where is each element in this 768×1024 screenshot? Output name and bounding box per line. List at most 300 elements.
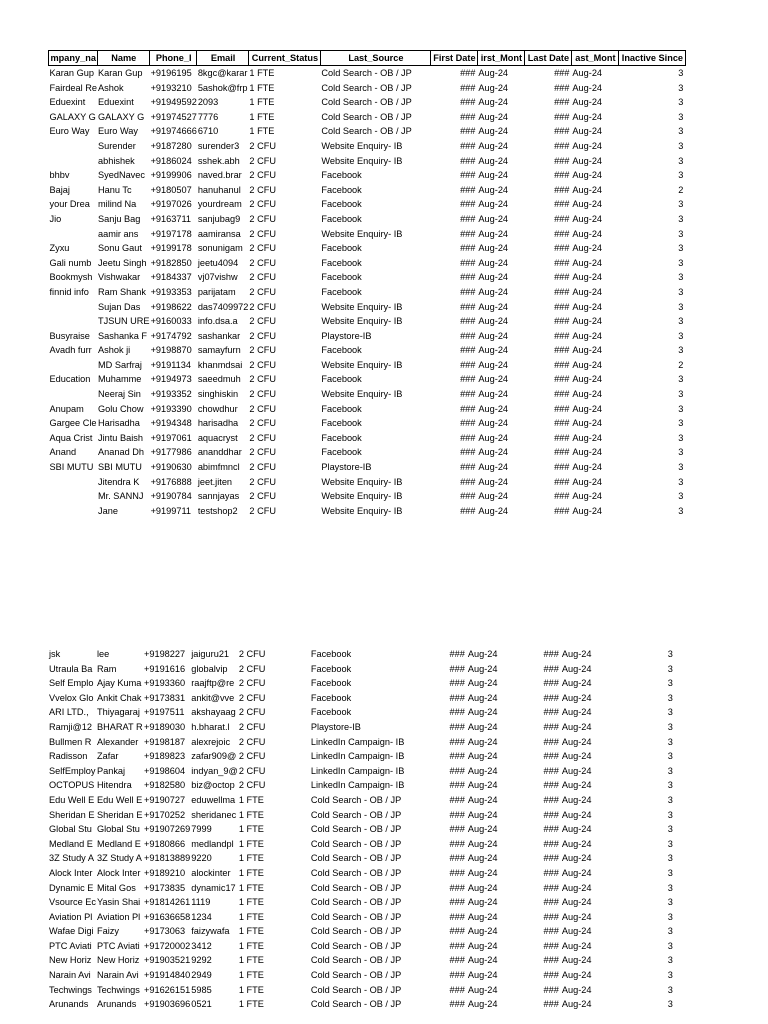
cell-company: your Drea <box>49 199 90 210</box>
cell-company: Utraula Ba <box>49 663 93 674</box>
cell-email: ankit@vve <box>191 692 235 703</box>
cell-company: Anand <box>49 447 77 458</box>
cell-first-month: Aug-24 <box>478 199 509 210</box>
cell-inactive-since: 3 <box>678 316 684 327</box>
cell-last-month: Aug-24 <box>561 897 592 908</box>
cell-last-date: ### <box>554 345 570 356</box>
cell-last-date: ### <box>554 199 570 210</box>
cell-name: Ananad Dh <box>98 447 144 458</box>
cell-last-date: ### <box>554 97 570 108</box>
table-row <box>49 504 686 519</box>
cell-first-date: ### <box>449 882 465 893</box>
cell-last-source: Facebook <box>321 418 362 429</box>
cell-current-status: 1 FTE <box>249 97 275 108</box>
table-row <box>49 329 686 344</box>
cell-current-status: 1 FTE <box>238 882 264 893</box>
cell-email: testshop2 <box>197 505 238 516</box>
cell-company: Karan Gup <box>49 68 94 78</box>
cell-name: PTC Aviati <box>96 940 140 951</box>
cell-inactive-since: 3 <box>678 170 684 181</box>
cell-name: Narain Avi <box>96 970 139 981</box>
cell-last-source: Facebook <box>321 199 362 210</box>
cell-inactive-since: 3 <box>678 213 684 224</box>
table-row <box>48 778 675 793</box>
cell-last-month: Aug-24 <box>572 257 603 268</box>
cell-email: indyan_9@ <box>191 765 238 776</box>
cell-first-date: ### <box>460 140 476 151</box>
cell-inactive-since: 3 <box>678 272 684 283</box>
cell-inactive-since: 3 <box>667 999 673 1010</box>
cell-first-month: Aug-24 <box>467 649 498 659</box>
header-phone: Phone_I <box>150 51 197 66</box>
cell-name: Jeetu Singh <box>98 257 147 268</box>
cell-first-month: Aug-24 <box>467 897 498 908</box>
header-first-month: irst_Mont <box>477 51 524 66</box>
cell-current-status: 1 FTE <box>249 82 275 93</box>
cell-last-date: ### <box>554 418 570 429</box>
cell-company: Avadh furr <box>49 345 92 356</box>
lead-table-page-1 <box>48 50 686 518</box>
cell-first-month: Aug-24 <box>478 403 509 414</box>
cell-email: akshayaag <box>191 707 236 718</box>
cell-inactive-since: 3 <box>678 155 684 166</box>
cell-current-status: 2 CFU <box>249 140 276 151</box>
cell-name: Mr. SANNJ <box>98 491 144 502</box>
cell-current-status: 2 CFU <box>249 199 276 210</box>
cell-email: naved.brar <box>197 170 242 181</box>
cell-name: Yasin Shai <box>96 897 141 908</box>
cell-name: lee <box>96 649 110 659</box>
cell-email: zafar909@ <box>191 751 237 762</box>
cell-company: Bullmen R <box>49 736 92 747</box>
cell-last-month: Aug-24 <box>561 794 592 805</box>
cell-last-month: Aug-24 <box>561 809 592 820</box>
cell-last-source: Cold Search - OB / JP <box>310 955 402 966</box>
cell-name: Ram Shank <box>98 286 147 297</box>
cell-email: jeetu4094 <box>197 257 239 268</box>
cell-last-month: Aug-24 <box>572 345 603 356</box>
cell-first-date: ### <box>460 111 476 122</box>
cell-last-source: Facebook <box>310 649 352 659</box>
header-company: mpany_na <box>49 51 98 66</box>
table-row <box>49 270 686 285</box>
cell-name: Ashok ji <box>98 345 131 356</box>
cell-last-month: Aug-24 <box>561 721 592 732</box>
cell-inactive-since: 3 <box>667 882 673 893</box>
cell-first-date: ### <box>460 316 476 327</box>
cell-last-month: Aug-24 <box>561 984 592 995</box>
cell-current-status: 1 FTE <box>238 926 264 937</box>
cell-first-month: Aug-24 <box>478 447 509 458</box>
cell-last-month: Aug-24 <box>572 68 603 78</box>
cell-email: sshek.abh <box>197 155 240 166</box>
cell-company <box>49 489 98 504</box>
cell-phone: +91949592 <box>150 97 197 108</box>
table-row <box>48 720 675 735</box>
cell-first-month: Aug-24 <box>467 736 498 747</box>
cell-last-date: ### <box>554 462 570 473</box>
cell-phone: +91907269 <box>143 824 191 835</box>
cell-company: Euro Way <box>49 126 90 137</box>
cell-last-date: ### <box>543 678 559 689</box>
cell-last-date: ### <box>554 213 570 224</box>
cell-first-date: ### <box>449 970 465 981</box>
cell-email: parijatam <box>197 286 236 297</box>
cell-current-status: 2 CFU <box>249 213 276 224</box>
cell-first-date: ### <box>449 678 465 689</box>
cell-last-source: Cold Search - OB / JP <box>310 970 402 981</box>
table-row <box>49 95 686 110</box>
cell-first-date: ### <box>449 721 465 732</box>
cell-name: Global Stu <box>96 824 140 835</box>
cell-last-month: Aug-24 <box>561 926 592 937</box>
header-current-status: Current_Status <box>248 51 320 66</box>
cell-first-date: ### <box>449 707 465 718</box>
cell-last-source: Cold Search - OB / JP <box>310 809 402 820</box>
cell-last-month: Aug-24 <box>572 97 603 108</box>
cell-first-month: Aug-24 <box>478 345 509 356</box>
cell-company: Jio <box>49 213 62 224</box>
cell-last-date: ### <box>554 257 570 268</box>
cell-current-status: 1 FTE <box>238 940 264 951</box>
header-name: Name <box>97 51 150 66</box>
table-row <box>48 749 675 764</box>
cell-name: Jane <box>98 505 118 516</box>
cell-phone: +9193390 <box>150 403 192 414</box>
cell-last-date: ### <box>554 82 570 93</box>
cell-last-date: ### <box>543 970 559 981</box>
cell-name: Hanu Tc <box>98 184 132 195</box>
cell-phone: +9182850 <box>150 257 192 268</box>
cell-first-month: Aug-24 <box>478 389 509 400</box>
cell-first-date: ### <box>449 736 465 747</box>
cell-phone: +9198187 <box>143 736 186 747</box>
cell-last-date: ### <box>554 476 570 487</box>
cell-last-source: Cold Search - OB / JP <box>321 68 412 78</box>
cell-email: das7409972 <box>197 301 249 312</box>
cell-last-source: Playstore-IB <box>321 462 372 473</box>
cell-current-status: 1 FTE <box>238 955 264 966</box>
header-email: Email <box>197 51 249 66</box>
cell-last-month: Aug-24 <box>572 432 603 443</box>
cell-first-month: Aug-24 <box>467 984 498 995</box>
table-row <box>48 837 675 852</box>
cell-current-status: 2 CFU <box>238 663 266 674</box>
cell-first-date: ### <box>460 82 476 93</box>
cell-email: harisadha <box>197 418 239 429</box>
cell-name: Ashok <box>98 82 124 93</box>
cell-company <box>49 139 98 154</box>
cell-first-month: Aug-24 <box>478 330 509 341</box>
cell-first-date: ### <box>460 97 476 108</box>
cell-name: Alexander <box>96 736 139 747</box>
cell-first-date: ### <box>449 984 465 995</box>
cell-first-month: Aug-24 <box>478 359 509 370</box>
cell-first-month: Aug-24 <box>478 228 509 239</box>
cell-last-date: ### <box>554 374 570 385</box>
cell-email: chowdhur <box>197 403 238 414</box>
cell-name: Jitendra K <box>98 476 140 487</box>
cell-company: Bookmysh <box>49 272 93 283</box>
cell-last-source: Facebook <box>321 403 362 414</box>
cell-email: 2949 <box>191 970 212 981</box>
cell-current-status: 2 CFU <box>238 736 266 747</box>
cell-first-month: Aug-24 <box>478 111 509 122</box>
cell-company: 3Z Study A <box>49 853 94 864</box>
cell-company <box>49 154 98 169</box>
cell-first-month: Aug-24 <box>478 82 509 93</box>
cell-current-status: 1 FTE <box>249 111 275 122</box>
cell-company: Self Emplo <box>49 678 94 689</box>
cell-phone: +9198227 <box>143 649 186 659</box>
cell-inactive-since: 3 <box>678 97 684 108</box>
cell-last-source: Website Enquiry- IB <box>321 491 403 502</box>
cell-company <box>49 227 98 242</box>
cell-last-month: Aug-24 <box>561 867 592 878</box>
cell-last-month: Aug-24 <box>572 170 603 181</box>
cell-first-date: ### <box>460 126 476 137</box>
cell-last-month: Aug-24 <box>561 678 592 689</box>
cell-inactive-since: 3 <box>667 751 673 762</box>
cell-email: surender3 <box>197 140 240 151</box>
cell-current-status: 2 CFU <box>249 155 276 166</box>
header-row <box>49 51 686 66</box>
cell-company: Dynamic E <box>49 882 94 893</box>
cell-first-date: ### <box>449 911 465 922</box>
cell-last-month: Aug-24 <box>561 882 592 893</box>
cell-company: Narain Avi <box>49 970 91 981</box>
cell-last-source: Website Enquiry- IB <box>321 228 403 239</box>
cell-last-date: ### <box>543 911 559 922</box>
cell-first-date: ### <box>460 462 476 473</box>
cell-first-month: Aug-24 <box>467 999 498 1010</box>
table-row <box>48 735 675 750</box>
table-row <box>48 851 675 866</box>
cell-last-month: Aug-24 <box>561 780 592 791</box>
cell-email: globalvip <box>191 663 228 674</box>
cell-first-month: Aug-24 <box>478 126 509 137</box>
cell-inactive-since: 3 <box>667 663 673 674</box>
cell-name: Zafar <box>96 751 119 762</box>
cell-inactive-since: 3 <box>678 228 684 239</box>
cell-email: 0521 <box>191 999 212 1010</box>
cell-inactive-since: 2 <box>678 184 684 195</box>
cell-current-status: 2 CFU <box>249 389 276 400</box>
cell-email: dynamic17 <box>191 882 236 893</box>
cell-name: Sheridan E <box>96 809 143 820</box>
table-row <box>48 808 675 823</box>
cell-name: Sonu Gaut <box>98 243 142 254</box>
cell-first-date: ### <box>460 228 476 239</box>
cell-company: Anupam <box>49 403 84 414</box>
cell-last-date: ### <box>543 926 559 937</box>
cell-last-source: Facebook <box>321 184 362 195</box>
cell-last-source: Cold Search - OB / JP <box>310 853 402 864</box>
table-row <box>49 402 686 417</box>
cell-first-date: ### <box>449 955 465 966</box>
cell-first-date: ### <box>449 999 465 1010</box>
cell-first-date: ### <box>460 432 476 443</box>
table-row <box>48 983 675 998</box>
cell-current-status: 2 CFU <box>249 476 276 487</box>
cell-last-month: Aug-24 <box>561 663 592 674</box>
cell-last-source: Facebook <box>321 432 362 443</box>
cell-company <box>49 300 98 315</box>
cell-email: jeet.jiten <box>197 476 233 487</box>
cell-first-month: Aug-24 <box>467 911 498 922</box>
cell-company: finnid info <box>49 286 89 297</box>
cell-phone: +9190727 <box>143 794 186 805</box>
cell-company: Techwings <box>49 984 92 995</box>
cell-email: aamiransa <box>197 228 241 239</box>
cell-last-date: ### <box>554 140 570 151</box>
cell-last-source: Playstore-IB <box>321 330 372 341</box>
cell-last-source: Cold Search - OB / JP <box>321 111 412 122</box>
cell-phone: +9186024 <box>150 155 192 166</box>
cell-inactive-since: 3 <box>678 389 684 400</box>
cell-phone: +9193360 <box>143 678 186 689</box>
cell-current-status: 1 FTE <box>238 897 264 908</box>
cell-last-source: LinkedIn Campaign- IB <box>310 780 405 791</box>
cell-last-month: Aug-24 <box>561 999 592 1010</box>
cell-first-date: ### <box>460 184 476 195</box>
cell-name: TJSUN URE <box>98 316 150 327</box>
cell-name: Sanju Bag <box>98 213 141 224</box>
cell-last-source: Cold Search - OB / JP <box>321 126 412 137</box>
cell-current-status: 2 CFU <box>238 780 266 791</box>
cell-last-source: Website Enquiry- IB <box>321 155 403 166</box>
cell-last-month: Aug-24 <box>561 955 592 966</box>
cell-last-month: Aug-24 <box>572 491 603 502</box>
cell-email: 2093 <box>197 97 219 108</box>
cell-first-date: ### <box>449 897 465 908</box>
cell-phone: +9190630 <box>150 462 192 473</box>
cell-last-source: Cold Search - OB / JP <box>310 984 402 995</box>
cell-current-status: 1 FTE <box>238 867 264 878</box>
cell-first-month: Aug-24 <box>467 780 498 791</box>
cell-inactive-since: 3 <box>678 111 684 122</box>
cell-last-date: ### <box>543 809 559 820</box>
cell-last-source: Facebook <box>310 707 352 718</box>
table-row <box>48 895 675 910</box>
cell-last-source: Cold Search - OB / JP <box>310 824 402 835</box>
cell-company <box>49 358 98 373</box>
cell-company: Gargee Cle <box>49 418 97 429</box>
cell-first-date: ### <box>460 389 476 400</box>
cell-last-month: Aug-24 <box>572 505 603 516</box>
cell-first-month: Aug-24 <box>478 257 509 268</box>
cell-last-date: ### <box>554 359 570 370</box>
cell-first-month: Aug-24 <box>467 853 498 864</box>
table-row <box>49 431 686 446</box>
cell-last-month: Aug-24 <box>561 970 592 981</box>
cell-current-status: 1 FTE <box>238 794 264 805</box>
cell-last-date: ### <box>543 780 559 791</box>
cell-last-source: Facebook <box>321 374 362 385</box>
cell-phone: +9189210 <box>143 867 186 878</box>
cell-inactive-since: 3 <box>667 853 673 864</box>
cell-last-month: Aug-24 <box>572 184 603 195</box>
cell-last-month: Aug-24 <box>572 272 603 283</box>
cell-current-status: 2 CFU <box>249 228 276 239</box>
cell-last-source: Website Enquiry- IB <box>321 301 403 312</box>
cell-email: 9292 <box>191 955 212 966</box>
table-row <box>49 227 686 242</box>
cell-first-date: ### <box>449 780 465 791</box>
cell-email: sheridanec <box>191 809 237 820</box>
cell-current-status: 2 CFU <box>249 286 276 297</box>
cell-email: alockinter <box>191 867 231 878</box>
cell-first-month: Aug-24 <box>467 751 498 762</box>
cell-phone: +9198622 <box>150 301 192 312</box>
cell-last-month: Aug-24 <box>561 736 592 747</box>
cell-name: BHARAT R <box>96 721 143 732</box>
header-last-month: ast_Mont <box>571 51 618 66</box>
cell-email: saeedmuh <box>197 374 241 385</box>
cell-email: biz@octop <box>191 780 235 791</box>
cell-last-month: Aug-24 <box>572 213 603 224</box>
cell-inactive-since: 3 <box>678 243 684 254</box>
cell-last-date: ### <box>543 882 559 893</box>
cell-name: Ankit Chak <box>96 692 142 703</box>
table-row <box>49 489 686 504</box>
cell-current-status: 2 CFU <box>249 301 276 312</box>
cell-email: hanuhanul <box>197 184 241 195</box>
cell-company: Medland E <box>49 838 93 849</box>
cell-inactive-since: 3 <box>667 897 673 908</box>
cell-last-month: Aug-24 <box>572 330 603 341</box>
cell-first-month: Aug-24 <box>478 476 509 487</box>
cell-first-date: ### <box>460 345 476 356</box>
cell-first-month: Aug-24 <box>467 970 498 981</box>
cell-phone: +9189823 <box>143 751 186 762</box>
cell-first-month: Aug-24 <box>478 213 509 224</box>
cell-company: jsk <box>49 649 61 659</box>
cell-last-source: LinkedIn Campaign- IB <box>310 765 405 776</box>
cell-last-date: ### <box>554 126 570 137</box>
cell-last-source: Website Enquiry- IB <box>321 505 403 516</box>
cell-company: Arunands <box>49 999 89 1010</box>
cell-company <box>49 475 98 490</box>
cell-last-date: ### <box>543 824 559 835</box>
cell-last-date: ### <box>543 663 559 674</box>
cell-first-month: Aug-24 <box>467 765 498 776</box>
cell-inactive-since: 3 <box>667 707 673 718</box>
cell-last-date: ### <box>554 243 570 254</box>
cell-last-month: Aug-24 <box>572 462 603 473</box>
cell-phone: +9187280 <box>150 140 192 151</box>
cell-last-month: Aug-24 <box>572 316 603 327</box>
cell-name: Jintu Baish <box>98 432 143 443</box>
table-row <box>49 387 686 402</box>
cell-phone: +9191134 <box>150 359 192 370</box>
cell-first-month: Aug-24 <box>478 170 509 181</box>
cell-phone: +9180507 <box>150 184 192 195</box>
cell-company <box>49 314 98 329</box>
cell-first-date: ### <box>460 491 476 502</box>
cell-email: eduwellma <box>191 794 236 805</box>
cell-name: Surender <box>98 140 136 151</box>
cell-inactive-since: 3 <box>678 257 684 268</box>
cell-company: Gali numb <box>49 257 92 268</box>
cell-last-date: ### <box>554 432 570 443</box>
cell-name: Sashanka F <box>98 330 148 341</box>
cell-last-month: Aug-24 <box>572 374 603 385</box>
cell-company: bhbv <box>49 170 70 181</box>
cell-email: alexrejoic <box>191 736 231 747</box>
cell-current-status: 1 FTE <box>249 126 275 137</box>
cell-phone: +9194348 <box>150 418 192 429</box>
